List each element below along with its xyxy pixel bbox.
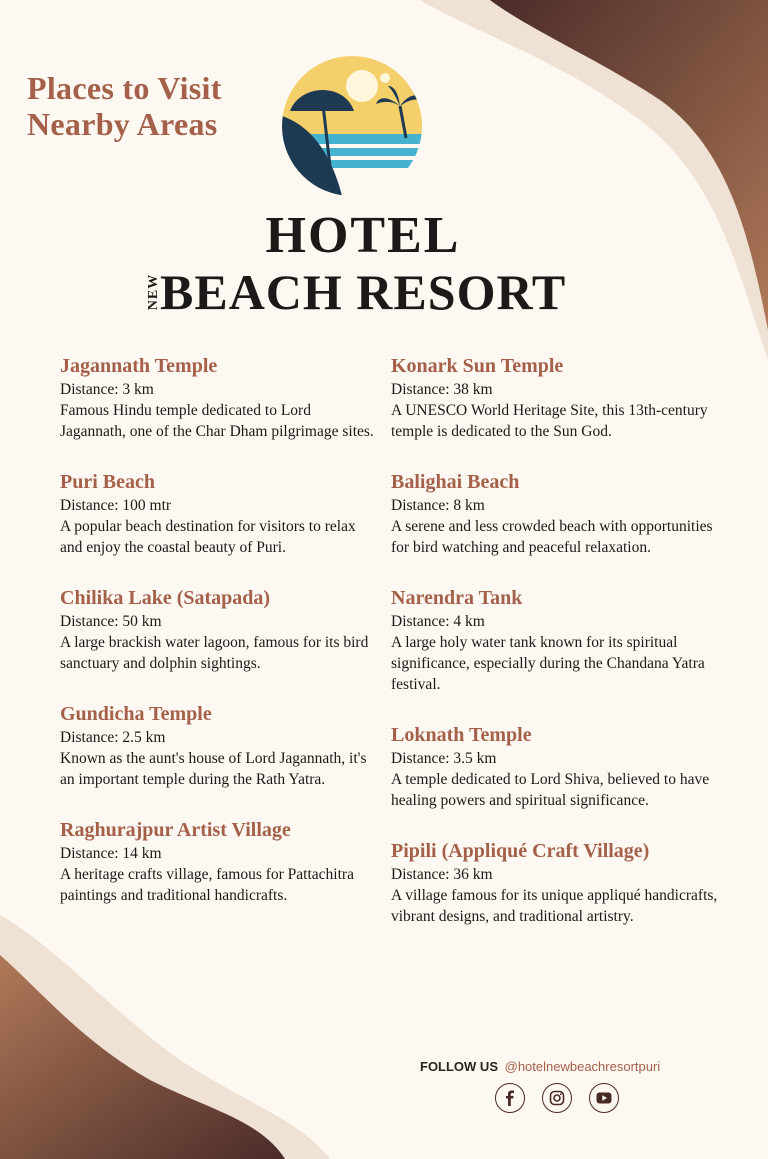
place-description: A UNESCO World Heritage Site, this 13th-century temple is dedicated to the Sun God.	[391, 402, 708, 440]
place-description: A large brackish water lagoon, famous for its bird sanctuary and dolphin sightings.	[60, 634, 369, 672]
place-name: Gundicha Temple	[60, 703, 212, 725]
follow-us	[420, 1057, 660, 1077]
place-name: Loknath Temple	[391, 724, 532, 746]
place-description: A large holy water tank known for its spiritual significance, especially during the Chandana Yatra festival.	[391, 634, 705, 693]
place-distance: Distance: 4 km	[391, 613, 485, 630]
place-item	[391, 585, 721, 695]
place-item	[391, 838, 721, 927]
brand-new: NEW	[146, 273, 161, 311]
place-name: Pipili (Appliqué Craft Village)	[391, 840, 650, 862]
facebook-icon[interactable]	[495, 1083, 525, 1113]
places-left-column	[60, 353, 378, 933]
place-description: Famous Hindu temple dedicated to Lord Jagannath, one of the Char Dham pilgrimage sites.	[60, 402, 374, 440]
place-item	[391, 469, 721, 558]
place-distance: Distance: 38 km	[391, 381, 493, 398]
page-title-line-1: Places to Visit	[27, 70, 222, 106]
page-title	[27, 70, 222, 142]
social-handle-link[interactable]: @hotelnewbeachresortpuri	[504, 1059, 661, 1074]
place-name: Raghurajpur Artist Village	[60, 819, 291, 841]
place-name: Jagannath Temple	[60, 355, 218, 377]
place-distance: Distance: 3 km	[60, 381, 154, 398]
brand-name: BEACH RESORT	[160, 264, 567, 320]
place-distance: Distance: 3.5 km	[391, 750, 497, 767]
place-distance: Distance: 50 km	[60, 613, 162, 630]
place-item	[60, 469, 378, 558]
place-item	[60, 817, 378, 906]
follow-us-label: FOLLOW US	[420, 1059, 498, 1074]
place-description: A temple dedicated to Lord Shiva, believed to have healing powers and spiritual significance.	[391, 771, 710, 809]
place-name: Chilika Lake (Satapada)	[60, 587, 271, 609]
place-item	[60, 353, 378, 442]
place-distance: Distance: 100 mtr	[60, 497, 172, 514]
place-distance: Distance: 14 km	[60, 845, 162, 862]
place-item	[60, 585, 378, 674]
place-name: Narendra Tank	[391, 587, 523, 609]
brand-line	[134, 262, 566, 322]
social-icons	[495, 1083, 619, 1113]
place-name: Puri Beach	[60, 471, 155, 493]
places-right-column	[391, 353, 721, 954]
place-description: Known as the aunt's house of Lord Jagannath, it's an important temple during the Rath Yatra.	[60, 750, 367, 788]
place-description: A heritage crafts village, famous for Pattachitra paintings and traditional handicrafts.	[60, 866, 354, 904]
place-distance: Distance: 2.5 km	[60, 729, 166, 746]
beach-logo-icon	[282, 56, 422, 196]
instagram-icon[interactable]	[542, 1083, 572, 1113]
youtube-icon[interactable]	[589, 1083, 619, 1113]
place-description: A popular beach destination for visitors to relax and enjoy the coastal beauty of Puri.	[60, 518, 356, 556]
place-item	[60, 701, 378, 790]
place-item	[391, 722, 721, 811]
place-distance: Distance: 8 km	[391, 497, 485, 514]
place-name: Balighai Beach	[391, 471, 520, 493]
place-description: A serene and less crowded beach with opportunities for bird watching and peaceful relaxation.	[391, 518, 713, 556]
brand-hotel: HOTEL	[265, 207, 461, 264]
place-item	[391, 353, 721, 442]
place-description: A village famous for its unique appliqué handicrafts, vibrant designs, and traditional artistry.	[391, 887, 718, 925]
place-distance: Distance: 36 km	[391, 866, 493, 883]
page-title-line-2: Nearby Areas	[27, 106, 218, 142]
place-name: Konark Sun Temple	[391, 355, 564, 377]
